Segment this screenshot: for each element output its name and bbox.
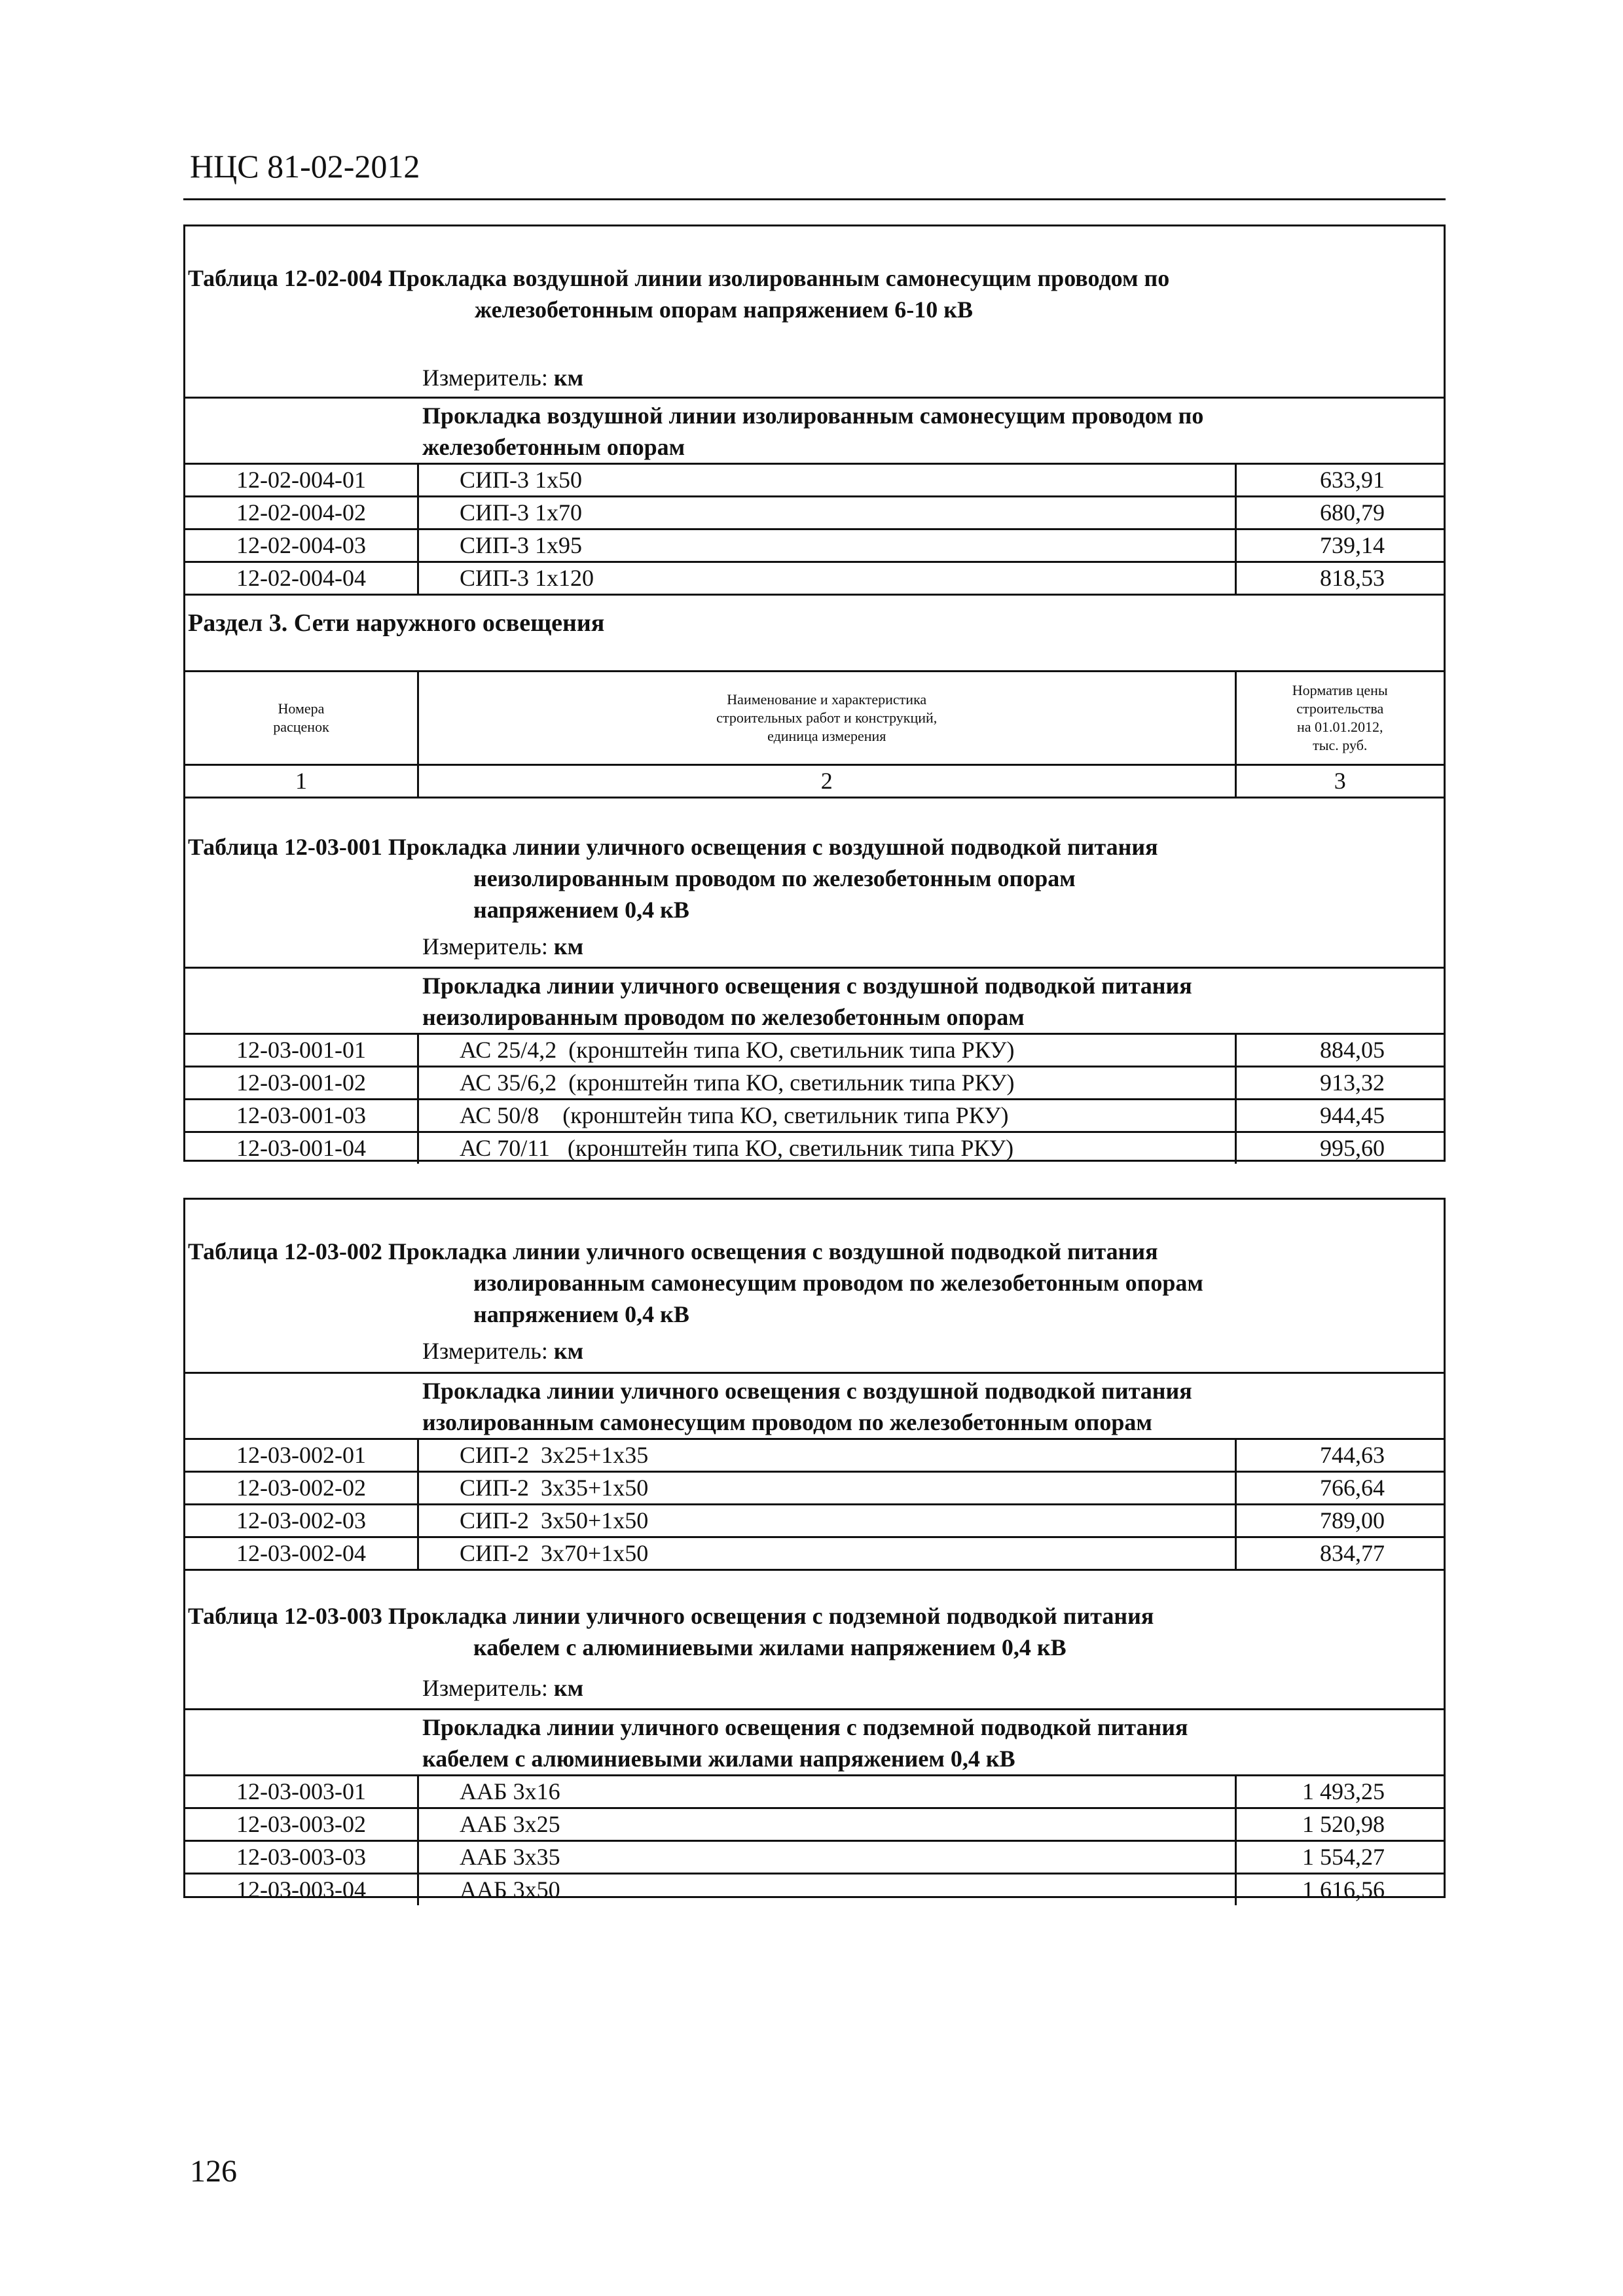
item-name: ААБ 3х50	[418, 1874, 1236, 1906]
measure-value: км	[553, 1338, 584, 1364]
col-header-line: строительных работ и конструкций,	[716, 709, 938, 726]
measure-label: Измеритель:	[422, 1338, 548, 1364]
item-name: АС 25/4,2 (кронштейн типа КО, светильник типа РКУ)	[418, 1034, 1236, 1067]
group-line: Прокладка линии уличного освещения с воздушной подводкой питания	[422, 1378, 1192, 1404]
table-row	[185, 1874, 1444, 1906]
rate-code: 12-03-001-02	[185, 1067, 418, 1100]
item-price: 818,53	[1235, 562, 1444, 594]
price-table-12-02-004	[185, 463, 1444, 594]
item-price: 739,14	[1235, 529, 1444, 562]
item-name: АС 35/6,2 (кронштейн типа КО, светильник типа РКУ)	[418, 1067, 1236, 1100]
title-line: железобетонным опорам напряжением 6-10 кВ	[475, 296, 973, 323]
item-price: 834,77	[1235, 1537, 1444, 1570]
item-price: 1 554,27	[1235, 1841, 1444, 1874]
table-title	[185, 262, 1444, 325]
rate-code: 12-03-002-04	[185, 1537, 418, 1570]
rate-code: 12-03-002-03	[185, 1505, 418, 1537]
table-row	[185, 497, 1444, 529]
item-price: 744,63	[1235, 1439, 1444, 1472]
table-row	[185, 1034, 1444, 1067]
title-line: напряжением 0,4 кВ	[473, 1301, 689, 1327]
item-price: 1 520,98	[1235, 1808, 1444, 1841]
block-2	[183, 1198, 1446, 1903]
item-price: 995,60	[1235, 1132, 1444, 1164]
item-price: 1 493,25	[1235, 1776, 1444, 1808]
group-line: Прокладка линии уличного освещения с воздушной подводкой питания	[422, 973, 1192, 999]
table-row	[185, 1100, 1444, 1132]
col-header-line: строительства	[1296, 700, 1384, 717]
item-price: 1 616,56	[1235, 1874, 1444, 1906]
header-rule	[183, 198, 1446, 200]
item-price: 944,45	[1235, 1100, 1444, 1132]
item-price: 884,05	[1235, 1034, 1444, 1067]
price-table-12-03-001	[185, 1033, 1444, 1164]
item-name: ААБ 3х35	[418, 1841, 1236, 1874]
section-heading-area	[185, 594, 1444, 670]
group-line: изолированным самонесущим проводом по железобетонным опорам	[422, 1409, 1152, 1435]
item-name: ААБ 3х25	[418, 1808, 1236, 1841]
measure-value: км	[553, 365, 584, 391]
item-name: ААБ 3х16	[418, 1776, 1236, 1808]
measure-unit	[422, 1337, 583, 1365]
title-line: Таблица 12-02-004 Прокладка воздушной линии изолированным самонесущим проводом по	[188, 265, 1170, 291]
table-row	[185, 1808, 1444, 1841]
title-line: напряжением 0,4 кВ	[473, 897, 689, 923]
col-header-line: Наименование и характеристика	[727, 691, 927, 708]
item-name: СИП-2 3х50+1х50	[418, 1505, 1236, 1537]
rate-code: 12-03-003-04	[185, 1874, 418, 1906]
block-1	[183, 224, 1446, 1162]
group-line: кабелем с алюминиевыми жилами напряжением 0,4 кВ	[422, 1746, 1015, 1772]
item-name: СИП-3 1х70	[418, 497, 1236, 529]
col-header-line: тыс. руб.	[1313, 737, 1368, 753]
group-line: железобетонным опорам	[422, 434, 685, 460]
group-line: Прокладка воздушной линии изолированным самонесущим проводом по	[422, 403, 1204, 429]
measure-value: км	[553, 1675, 584, 1701]
measure-unit	[422, 364, 583, 391]
table-row	[185, 562, 1444, 594]
item-price: 913,32	[1235, 1067, 1444, 1100]
item-name: АС 70/11 (кронштейн типа КО, светильник типа РКУ)	[418, 1132, 1236, 1164]
col-number: 2	[418, 765, 1236, 797]
price-table-12-03-003	[185, 1774, 1444, 1905]
col-header-label: Номера расценок	[273, 700, 329, 735]
item-name: АС 50/8 (кронштейн типа КО, светильник типа РКУ)	[418, 1100, 1236, 1132]
table-row	[185, 1472, 1444, 1505]
rate-code: 12-03-003-02	[185, 1808, 418, 1841]
column-number-row	[185, 765, 1444, 797]
table-row	[185, 529, 1444, 562]
measure-label: Измеритель:	[422, 933, 548, 960]
col-header-line: на 01.01.2012,	[1296, 719, 1383, 735]
table-row	[185, 1505, 1444, 1537]
table-title	[185, 1236, 1444, 1330]
col-header-line: Норматив цены	[1292, 682, 1388, 698]
measure-unit	[422, 1674, 583, 1702]
rate-code: 12-02-004-04	[185, 562, 418, 594]
measure-label: Измеритель:	[422, 365, 548, 391]
column-header-table	[185, 670, 1444, 797]
item-price: 633,91	[1235, 464, 1444, 497]
title-line: Таблица 12-03-002 Прокладка линии уличного освещения с воздушной подводкой питания	[188, 1238, 1158, 1265]
table-row	[185, 1132, 1444, 1164]
measure-label: Измеритель:	[422, 1675, 548, 1701]
col-header-name	[418, 672, 1236, 765]
rate-code: 12-03-001-03	[185, 1100, 418, 1132]
item-name: СИП-2 3х25+1х35	[418, 1439, 1236, 1472]
col-header-codes	[185, 672, 418, 765]
rate-code: 12-02-004-02	[185, 497, 418, 529]
title-line: неизолированным проводом по железобетонным опорам	[473, 865, 1076, 891]
column-header-row	[185, 672, 1444, 765]
rate-code: 12-03-002-01	[185, 1439, 418, 1472]
page-number: 126	[190, 2154, 237, 2189]
title-line: Таблица 12-03-003 Прокладка линии уличного освещения с подземной подводкой питания	[188, 1603, 1154, 1629]
title-line: Таблица 12-03-001 Прокладка линии уличного освещения с воздушной подводкой питания	[188, 834, 1158, 860]
section-title: Раздел 3. Сети наружного освещения	[188, 609, 605, 637]
col-header-line: единица измерения	[767, 728, 886, 744]
document-code: НЦС 81-02-2012	[190, 148, 420, 185]
rate-code: 12-03-001-01	[185, 1034, 418, 1067]
table-title	[185, 831, 1444, 925]
item-name: СИП-2 3х35+1х50	[418, 1472, 1236, 1505]
table-row	[185, 1776, 1444, 1808]
col-number: 3	[1235, 765, 1444, 797]
rate-code: 12-02-004-03	[185, 529, 418, 562]
title-line: изолированным самонесущим проводом по железобетонным опорам	[473, 1270, 1203, 1296]
measure-unit	[422, 933, 583, 960]
col-header-price	[1235, 672, 1444, 765]
table-row	[185, 1067, 1444, 1100]
table-title	[185, 1600, 1444, 1663]
item-price: 680,79	[1235, 497, 1444, 529]
rate-code: 12-03-003-03	[185, 1841, 418, 1874]
rate-code: 12-03-002-02	[185, 1472, 418, 1505]
item-name: СИП-3 1х95	[418, 529, 1236, 562]
rate-code: 12-03-003-01	[185, 1776, 418, 1808]
table-12-03-001-title-area	[185, 797, 1444, 967]
price-table-12-03-002	[185, 1438, 1444, 1569]
rate-code: 12-03-001-04	[185, 1132, 418, 1164]
table-row	[185, 1537, 1444, 1570]
title-line: кабелем с алюминиевыми жилами напряжением 0,4 кВ	[473, 1634, 1067, 1660]
table-row	[185, 1439, 1444, 1472]
rate-code: 12-02-004-01	[185, 464, 418, 497]
table-12-03-002-title-area	[185, 1200, 1444, 1372]
table-row	[185, 464, 1444, 497]
group-line: Прокладка линии уличного освещения с подземной подводкой питания	[422, 1714, 1188, 1740]
group-heading	[185, 1372, 1444, 1438]
group-line: неизолированным проводом по железобетонным опорам	[422, 1004, 1025, 1030]
table-row	[185, 1841, 1444, 1874]
group-heading	[185, 967, 1444, 1033]
measure-value: км	[553, 933, 584, 960]
item-name: СИП-2 3х70+1х50	[418, 1537, 1236, 1570]
group-heading	[185, 1708, 1444, 1774]
item-price: 766,64	[1235, 1472, 1444, 1505]
item-name: СИП-3 1х120	[418, 562, 1236, 594]
item-name: СИП-3 1х50	[418, 464, 1236, 497]
col-number: 1	[185, 765, 418, 797]
group-heading	[185, 397, 1444, 463]
item-price: 789,00	[1235, 1505, 1444, 1537]
table-12-03-003-title-area	[185, 1569, 1444, 1708]
table-12-02-004-title-area	[185, 226, 1444, 397]
